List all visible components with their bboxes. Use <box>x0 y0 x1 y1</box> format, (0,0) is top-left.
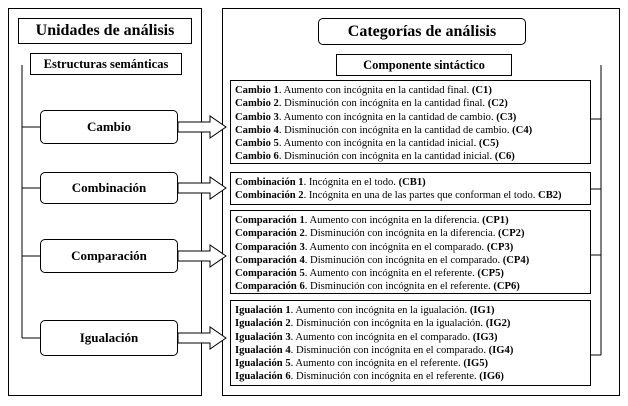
category-group-combinacion <box>230 172 591 205</box>
category-item: Comparación 4. Disminución con incógnita en el comparado. (CP4) <box>235 254 530 266</box>
category-item: Igualación 6. Disminución con incógnita en el referente. (IG6) <box>235 371 504 383</box>
category-item: Comparación 5. Aumento con incógnita en el referente. (CP5) <box>235 268 504 280</box>
unit-combinacion: Combinación <box>40 172 178 204</box>
category-item: Comparación 6. Disminución con incógnita en el referente. (CP6) <box>235 281 520 293</box>
category-group-comparacion <box>230 210 591 294</box>
category-item: Igualación 2. Disminución con incógnita en la igualación. (IG2) <box>235 318 511 330</box>
category-item: Cambio 4. Disminución con incógnita en la cantidad de cambio. (C4) <box>235 124 533 136</box>
arrow-comparacion <box>178 245 226 267</box>
category-item: Igualación 3. Aumento con incógnita en el comparado. (IG3) <box>235 331 498 343</box>
category-item: Comparación 1. Aumento con incógnita en la diferencia. (CP1) <box>235 215 509 226</box>
category-item: Igualación 5. Aumento con incógnita en el referente. (IG5) <box>235 358 489 370</box>
unit-comparacion: Comparación <box>40 239 178 273</box>
left-panel-title: Unidades de análisis <box>18 18 192 44</box>
category-item: Comparación 3. Aumento con incógnita en el comparado. (CP3) <box>235 241 514 253</box>
category-item: Cambio 6. Disminución con incógnita en la cantidad inicial. (C6) <box>235 151 515 163</box>
category-group-cambio <box>230 80 591 164</box>
category-group-igualacion <box>230 300 591 386</box>
category-item: Igualación 1. Aumento con incógnita en la igualación. (IG1) <box>235 305 495 316</box>
category-item: Cambio 1. Aumento con incógnita en la cantidad final. (C1) <box>235 85 492 96</box>
arrow-cambio <box>178 116 226 138</box>
arrow-igualacion <box>178 327 226 349</box>
category-item: Cambio 5. Aumento con incógnita en la cantidad inicial. (C5) <box>235 138 499 150</box>
left-panel-subtitle: Estructuras semánticas <box>30 53 182 75</box>
unit-cambio: Cambio <box>40 110 178 144</box>
category-item: Combinación 1. Incógnita en el todo. (CB1) <box>235 177 426 188</box>
category-item: Comparación 2. Disminución con incógnita en la diferencia. (CP2) <box>235 228 525 240</box>
right-panel-subtitle: Componente sintáctico <box>336 54 512 76</box>
unit-igualacion: Igualación <box>40 320 178 356</box>
category-item: Igualación 4. Disminución con incógnita en el comparado. (IG4) <box>235 344 514 356</box>
category-item: Cambio 3. Aumento con incógnita en la cantidad de cambio. (C3) <box>235 111 517 123</box>
category-item: Combinación 2. Incógnita en una de las partes que conforman el todo. CB2) <box>235 190 562 202</box>
arrow-combinacion <box>178 177 226 199</box>
right-panel-title: Categorías de análisis <box>318 18 526 45</box>
category-item: Cambio 2. Disminución con incógnita en la cantidad final. (C2) <box>235 98 508 110</box>
